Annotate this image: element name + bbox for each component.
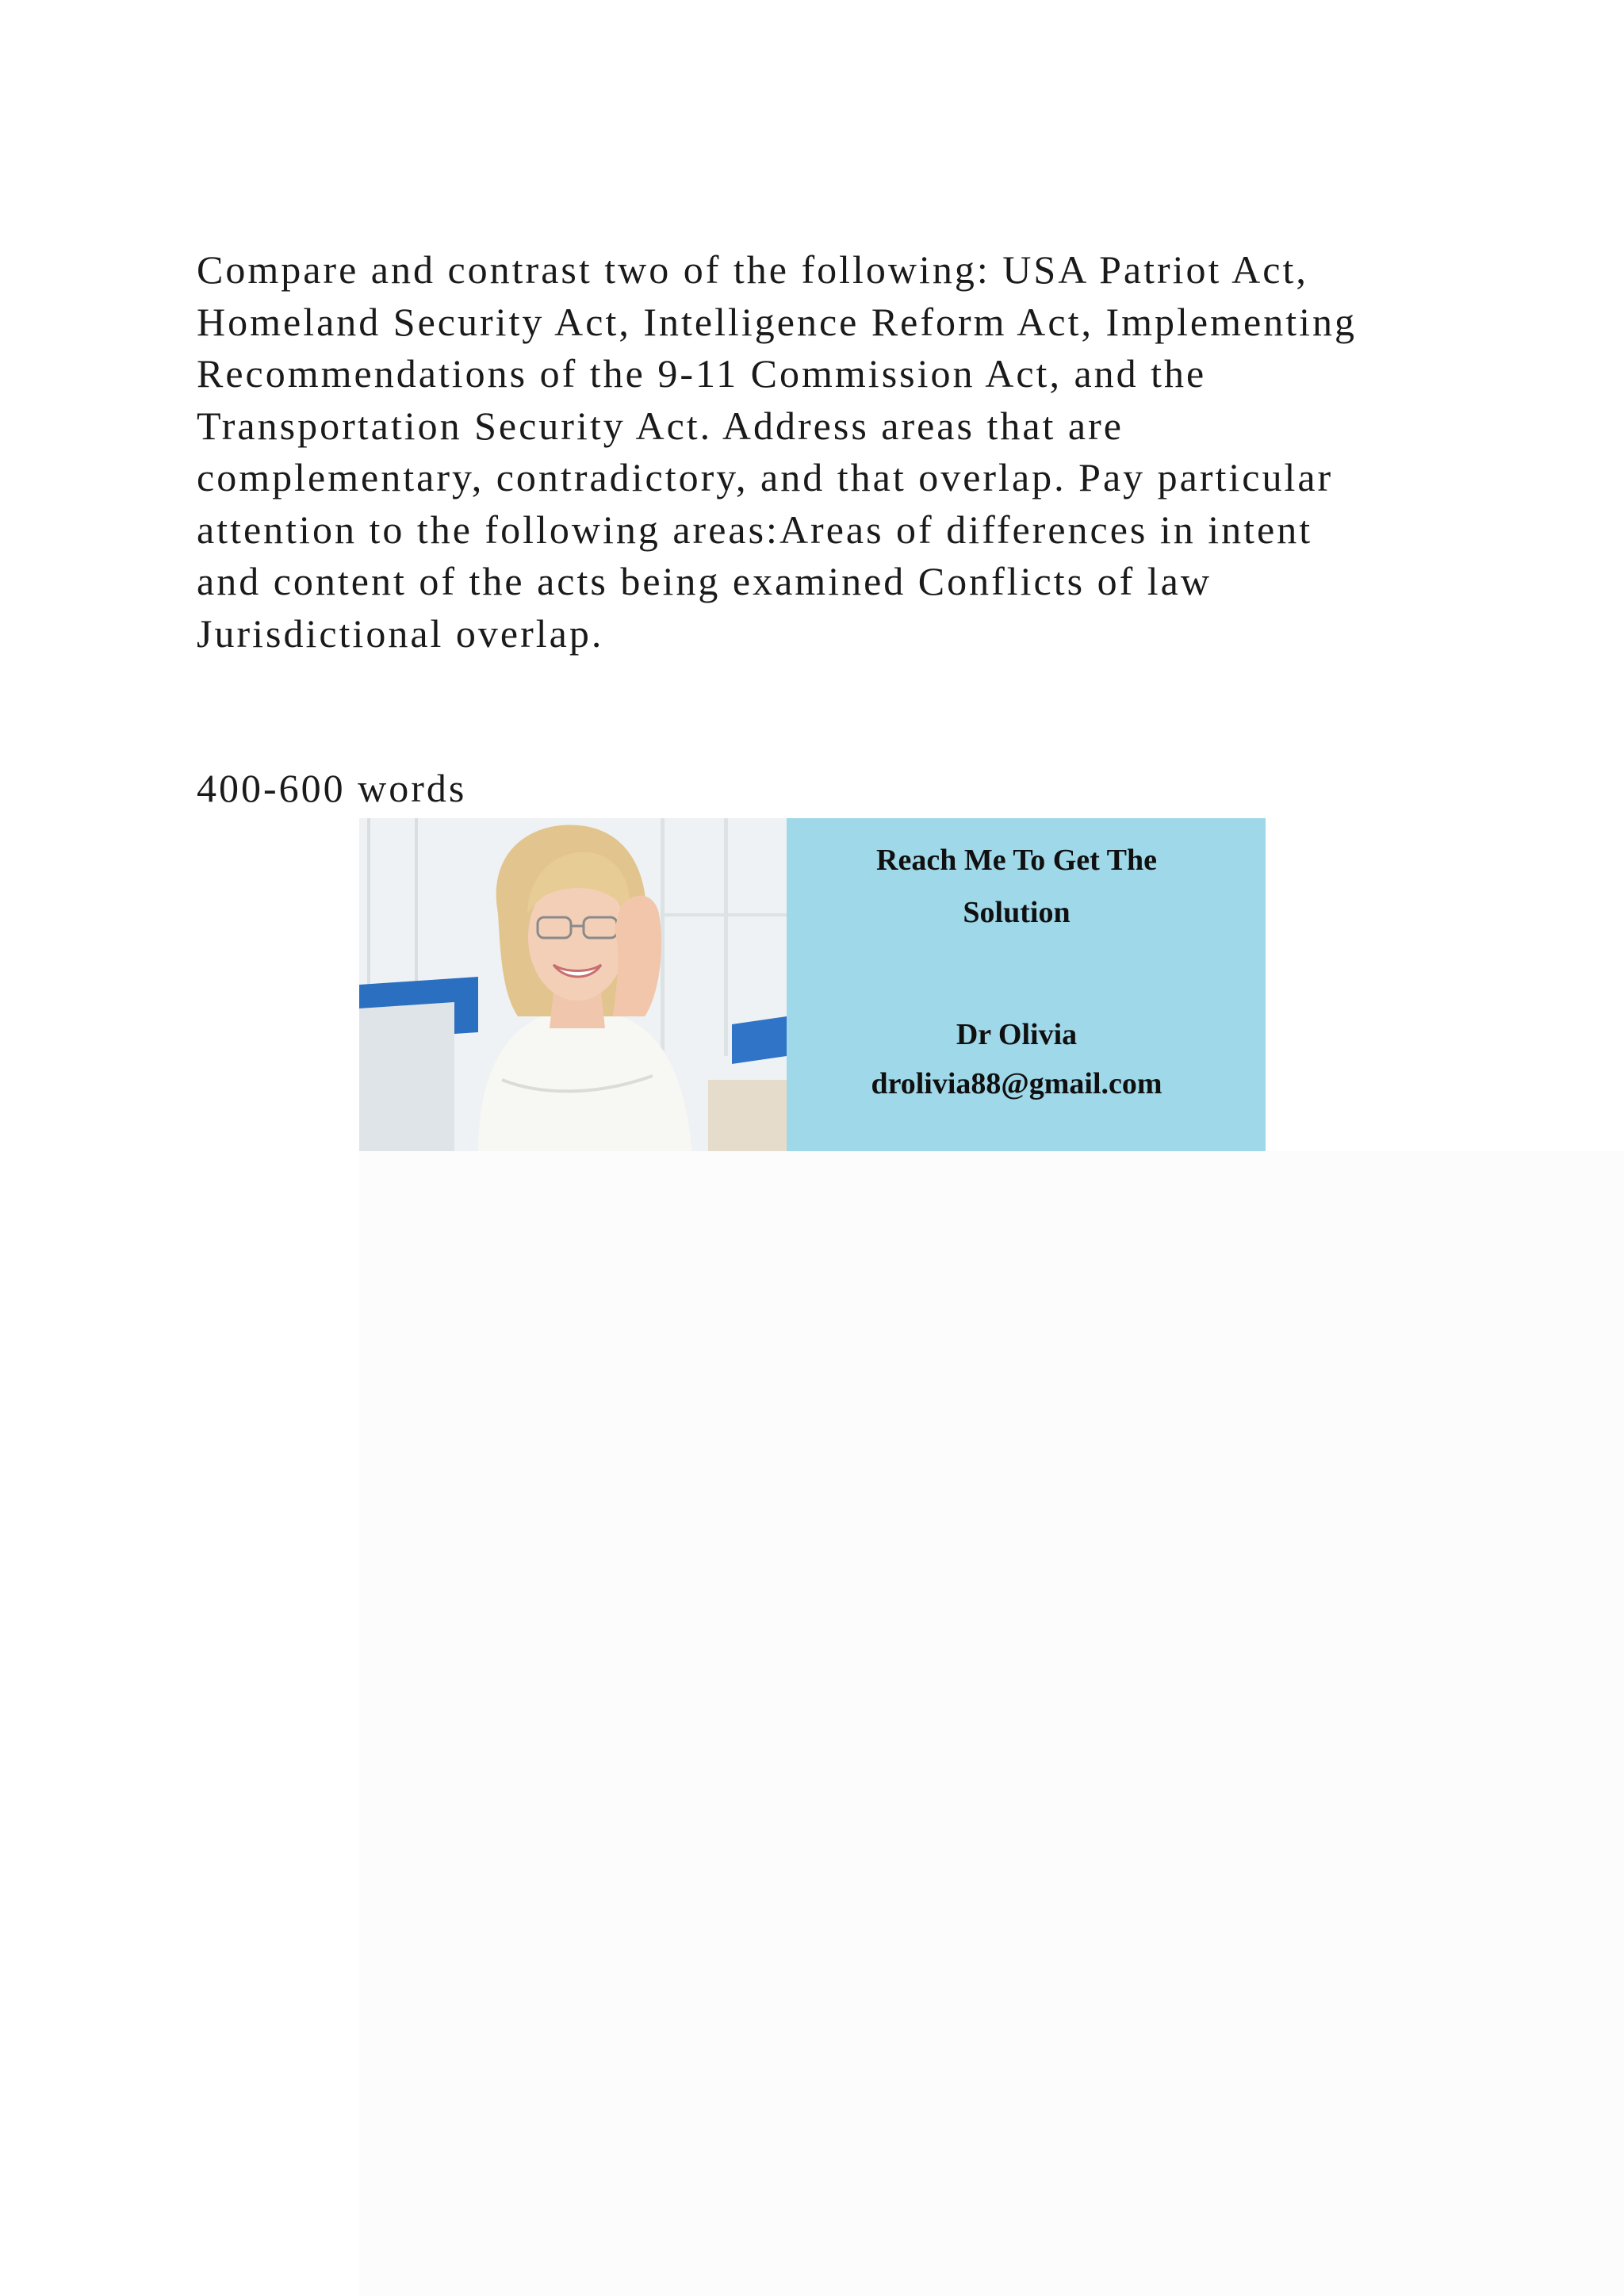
contact-email[interactable]: drolivia88@gmail.com <box>871 1067 1162 1100</box>
page-background-shade <box>359 1151 1624 2296</box>
headline-line-2: Solution <box>963 896 1071 929</box>
tutor-photo-illustration <box>359 818 787 1151</box>
word-count-requirement: 400-600 words <box>197 766 467 810</box>
headline-line-1: Reach Me To Get The <box>876 844 1157 877</box>
tutor-photo <box>359 818 787 1151</box>
contact-name: Dr Olivia <box>956 1018 1078 1051</box>
contact-banner <box>359 818 1266 1151</box>
assignment-prompt: Compare and contrast two of the following: USA Patriot Act, Homeland Security Act, Intelligence Reform Act, Implementing Recommendations of the 9-11 Commission Act, and the Transportation Security Act. Address areas that are complementary, contradictory, and that overlap. Pay particular attention to the following areas:Areas of differences in intent and content of the acts being examined Conflicts of law Jurisdictional overlap. <box>197 247 1357 656</box>
contact-panel <box>787 818 1266 1151</box>
